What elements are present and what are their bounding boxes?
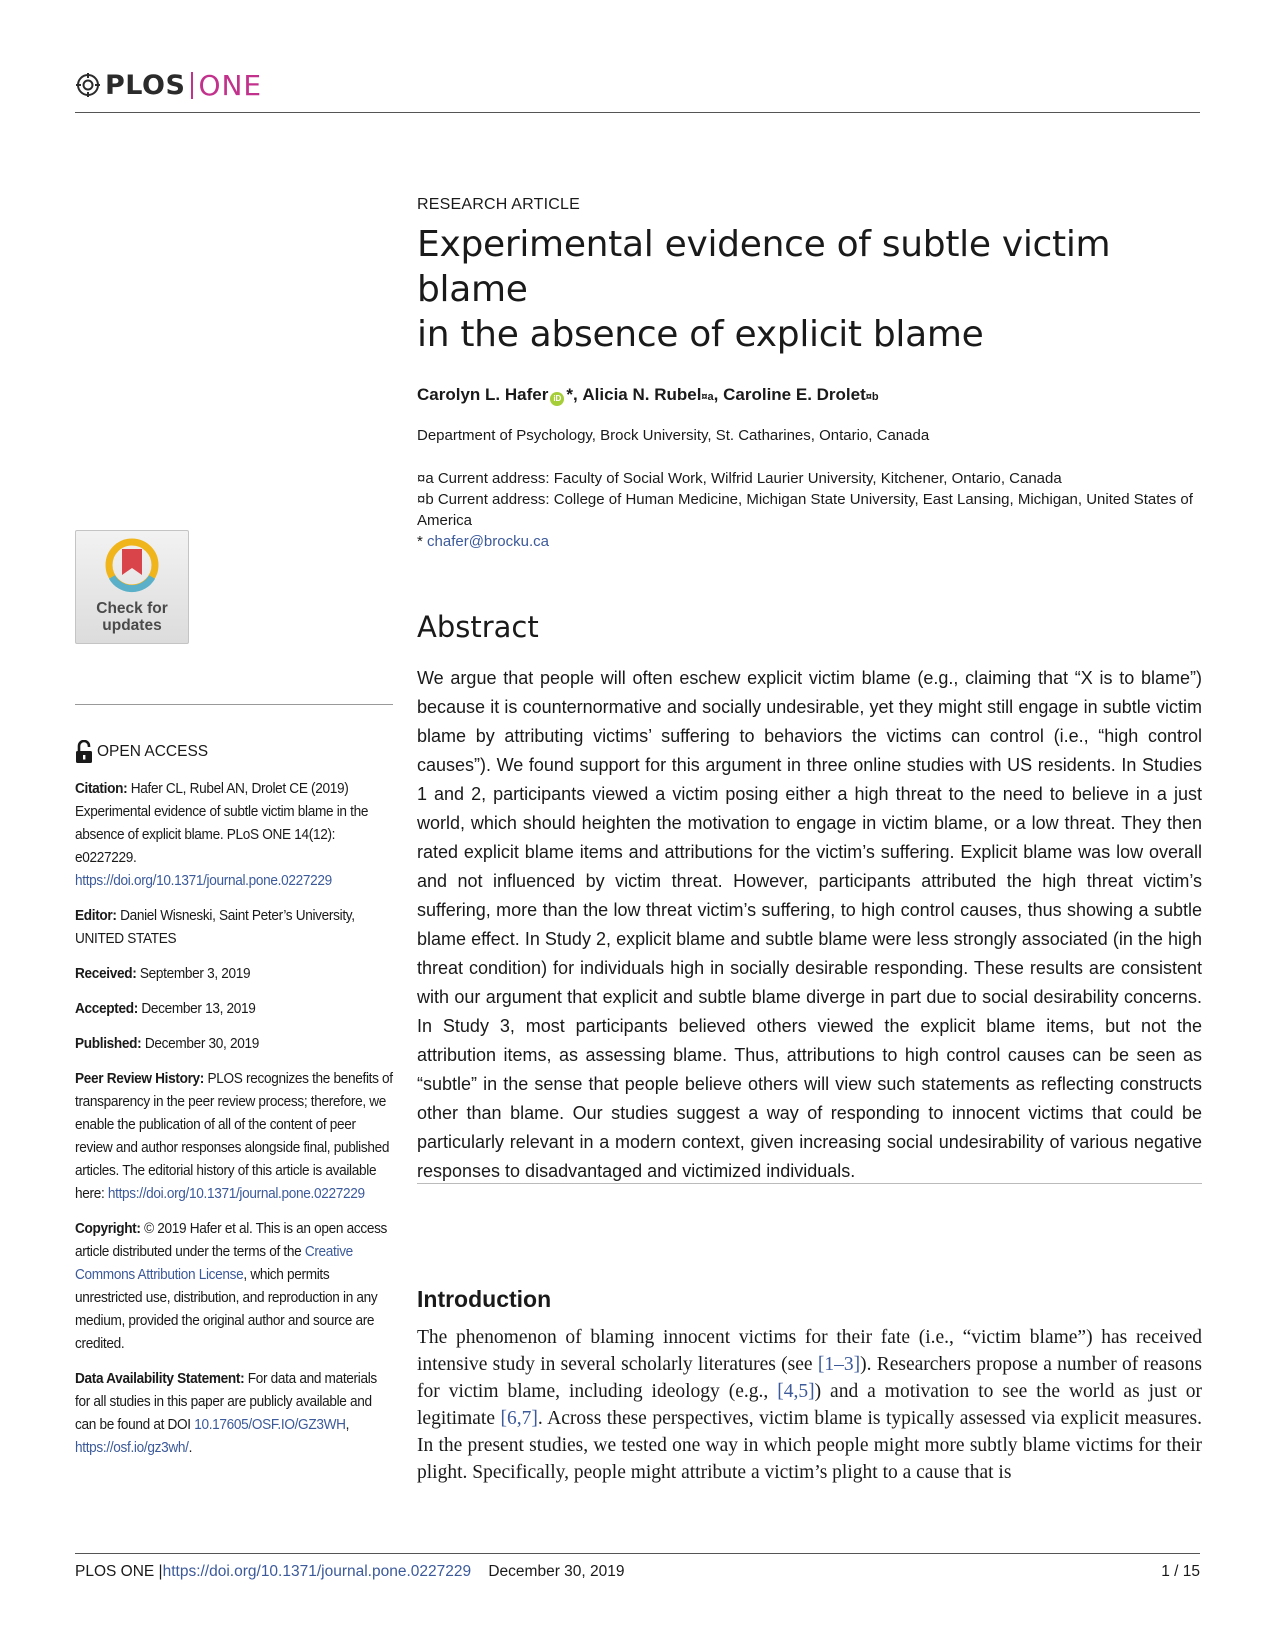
published-date: Published: December 30, 2019 xyxy=(75,1036,259,1052)
logo-divider xyxy=(191,72,193,99)
email-link[interactable]: chafer@brocku.ca xyxy=(427,533,549,550)
article-title xyxy=(417,222,1202,357)
open-lock-icon xyxy=(75,740,93,764)
reference-link[interactable]: [6,7] xyxy=(500,1408,538,1429)
corresponding-mark: * xyxy=(566,385,573,404)
author-name: Alicia N. Rubel xyxy=(582,385,702,404)
plos-globe-icon xyxy=(75,72,101,98)
abstract-rule xyxy=(417,1183,1202,1184)
author-name: Caroline E. Drolet xyxy=(723,385,866,404)
peer-review-block: Peer Review History: PLOS recognizes the benefits of transparency in the peer review process; therefore, we enable the publication of all of the content of peer review and author responses alongside final, published articles. The editorial history of this article is available here: https://doi.org/10.1371/journal.pone.0227229 xyxy=(75,1071,393,1202)
author-name: Carolyn L. Hafer xyxy=(417,385,549,404)
check-for-updates-icon xyxy=(104,537,160,593)
author-superscript: ¤a xyxy=(701,391,714,403)
footer-journal: PLOS ONE | xyxy=(75,1563,163,1580)
license-link[interactable]: Creative Commons Attribution License xyxy=(75,1244,353,1283)
header-rule xyxy=(75,112,1200,113)
corresponding-email-line: * chafer@brocku.ca xyxy=(417,533,549,550)
orcid-icon[interactable]: iD xyxy=(550,392,564,406)
reference-link[interactable]: [4,5] xyxy=(777,1381,815,1402)
accepted-date: Accepted: December 13, 2019 xyxy=(75,1001,256,1017)
current-addresses xyxy=(417,468,1202,552)
osf-url-link[interactable]: https://osf.io/gz3wh/ xyxy=(75,1440,189,1456)
page-number: 1 / 15 xyxy=(1161,1563,1200,1580)
editor-block: Editor: Daniel Wisneski, Saint Peter’s University, UNITED STATES xyxy=(75,908,355,947)
footer-date: December 30, 2019 xyxy=(488,1563,625,1580)
address-a: ¤a Current address: Faculty of Social Work, Wilfrid Laurier University, Kitchener, Ontario, Canada xyxy=(417,470,1062,487)
affiliation: Department of Psychology, Brock University, St. Catharines, Ontario, Canada xyxy=(417,427,930,444)
citation-doi-link[interactable]: https://doi.org/10.1371/journal.pone.0227229 xyxy=(75,873,332,889)
title-line-1: Experimental evidence of subtle victim blame xyxy=(417,224,1111,310)
page-footer xyxy=(75,1563,1200,1581)
address-b: ¤b Current address: College of Human Medicine, Michigan State University, East Lansing, Michigan, United States of America xyxy=(417,491,1193,529)
copyright-block: Copyright: © 2019 Hafer et al. This is an open access article distributed under the terms of the Creative Commons Attribution License, which permits unrestricted use, distribution, and reproduction in any medium, provided the original author and source are credited. xyxy=(75,1221,388,1352)
title-line-2: in the absence of explicit blame xyxy=(417,314,984,355)
author-superscript: ¤b xyxy=(865,391,879,403)
citation-block: Citation: Hafer CL, Rubel AN, Drolet CE (2019) Experimental evidence of subtle victim blame in the absence of explicit blame. PLoS ONE 14(12): e0227229. https://doi.org/10.1371/journal.pone.0227229 xyxy=(75,781,369,889)
logo-plos-text: PLOS xyxy=(105,69,186,101)
footer-doi-link[interactable]: https://doi.org/10.1371/journal.pone.0227229 xyxy=(162,1563,472,1580)
peer-review-link[interactable]: https://doi.org/10.1371/journal.pone.0227229 xyxy=(107,1186,365,1202)
reference-link[interactable]: [1–3] xyxy=(817,1354,861,1375)
open-access-label: OPEN ACCESS xyxy=(75,740,208,764)
introduction-text: The phenomenon of blaming innocent victims for their fate (i.e., “victim blame”) has received intensive study in several scholarly literatures (see [1–3]). Researchers propose a number of reasons for victim blame, including ideology (e.g., [4,5]) and a motivation to see the world as just or legitimate [6,7]. Across these perspectives, victim blame is typically assessed via explicit measures. In the present studies, we tested one way in which people might more subtly blame victims for their plight. Specifically, people might attribute a victim’s plight to a cause that is xyxy=(417,1327,1202,1483)
check-for-updates-button[interactable] xyxy=(75,530,189,644)
check-for-updates-label: Check for updates xyxy=(96,600,168,634)
abstract-heading: Abstract xyxy=(417,610,539,644)
logo-one-text: ONE xyxy=(198,68,263,102)
article-main xyxy=(417,196,1202,1186)
osf-doi-link[interactable]: 10.17605/OSF.IO/GZ3WH xyxy=(194,1417,346,1433)
article-info-sidebar xyxy=(75,778,395,1472)
footer-rule xyxy=(75,1553,1200,1554)
abstract-text: We argue that people will often eschew explicit victim blame (e.g., claiming that “X is to blame”) because it is counternormative and socially undesirable, yet they might still engage in subtle victim blame by attributing victims’ suffering to behaviors the victims can control (i.e., “high control causes”). We found support for this argument in three online studies with US residents. In Studies 1 and 2, participants viewed a victim posing either a high threat to the need to believe in a just world, which should heighten the motivation to engage in victim blame, or a low threat. They then rated explicit blame items and attributions for the victim’s suffering. Explicit blame was low overall and not influenced by victim threat. However, participants attributed the high threat victim’s suffering, more than the low threat victim’s suffering, to high control causes, thus showing a subtle blame effect. In Study 2, explicit blame and subtle blame were less strongly associated (in the high threat condition) for individuals high in socially desirable responding. These results are consistent with our argument that explicit and subtle blame diverge in part due to social desirability concerns. In Study 3, most participants believed others viewed the explicit blame items, but not the attribution items, as assessing blame. Thus, attributions to high control causes can be seen as “subtle” in the sense that people believe others will view such statements as reflecting constructs other than blame. Our studies suggest a way of responding to innocent victims that could be particularly relevant in a modern context, given increasing social undesirability of various negative responses to disadvantaged and victimized individuals. xyxy=(417,668,1202,1181)
author-list: Carolyn L. Hafer iD * , Alicia N. Rubel ¤a , Caroline E. Drolet ¤b xyxy=(417,385,879,404)
article-type: RESEARCH ARTICLE xyxy=(417,196,580,213)
introduction-heading: Introduction xyxy=(417,1286,552,1312)
plos-one-logo xyxy=(75,68,262,102)
received-date: Received: September 3, 2019 xyxy=(75,966,251,982)
sidebar-rule xyxy=(75,704,393,705)
data-availability-block: Data Availability Statement: For data and materials for all studies in this paper are publicly available and can be found at DOI 10.17605/OSF.IO/GZ3WH, https://osf.io/gz3wh/. xyxy=(75,1371,377,1456)
